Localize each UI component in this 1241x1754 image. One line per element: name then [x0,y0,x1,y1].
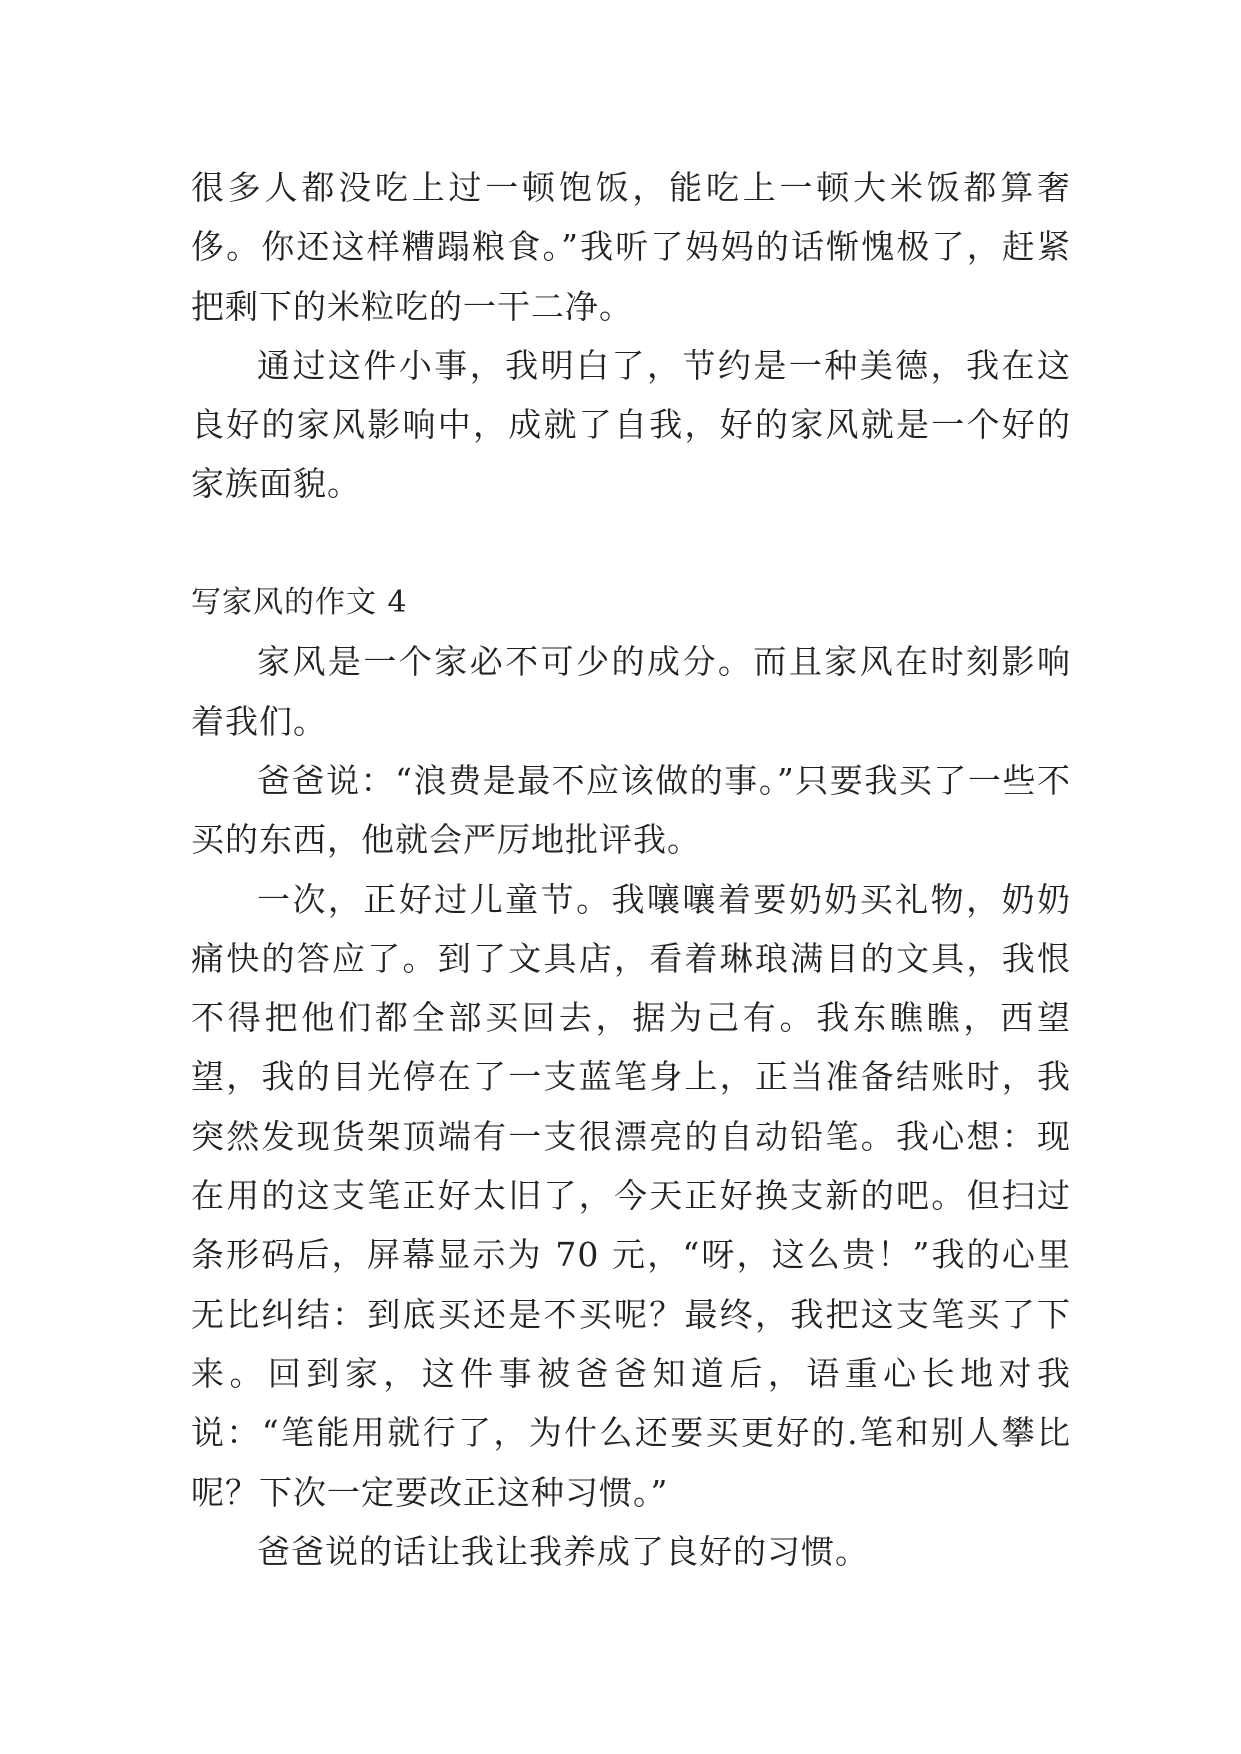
paragraph-6: 爸爸说的话让我让我养成了良好的习惯。 [257,1531,869,1571]
paragraph-5: 一次，正好过儿童节。我嚷嚷着要奶奶买礼物，奶奶痛快的答应了。到了文具店，看着琳琅满目的文具，我恨不得把他们都全部买回去，据为己有。我东瞧瞧，西望望，我的目光停在了一支蓝笔身上，正当准备结账时，我突然发现货架顶端有一支很漂亮的自动铅笔。我心想：现在用的这支笔正好太旧了，今天正好换支新的吧。但扫过条形码后，屏幕显示为 70 元，“呀，这么贵！”我的心里无比纠结：到底买还是不买呢？最终，我把这支笔买了下来。回到家，这件事被爸爸知道后，语重心长地对我说：“笔能用就行了，为什么还要买更好的.笔和别人攀比呢？下次一定要改正这种习惯。” [191,879,1071,1512]
paragraph-1: 很多人都没吃上过一顿饱饭，能吃上一顿大米饭都算奢侈。你还这样糟蹋粮食。”我听了妈妈的话惭愧极了，赶紧把剩下的米粒吃的一干二净。 [191,168,1071,326]
paragraph-2: 通过这件小事，我明白了，节约是一种美德，我在这良好的家风影响中，成就了自我，好的家风就是一个好的家族面貌。 [191,345,1071,504]
essay-heading: 写家风的作文 4 [191,585,408,621]
section-gap [191,514,1071,573]
paragraph-4: 爸爸说：“浪费是最不应该做的事。”只要我买了一些不买的东西，他就会严厉地批评我。 [191,760,1071,860]
document-body [191,158,1071,1581]
paragraph-3: 家风是一个家必不可少的成分。而且家风在时刻影响着我们。 [191,642,1071,741]
